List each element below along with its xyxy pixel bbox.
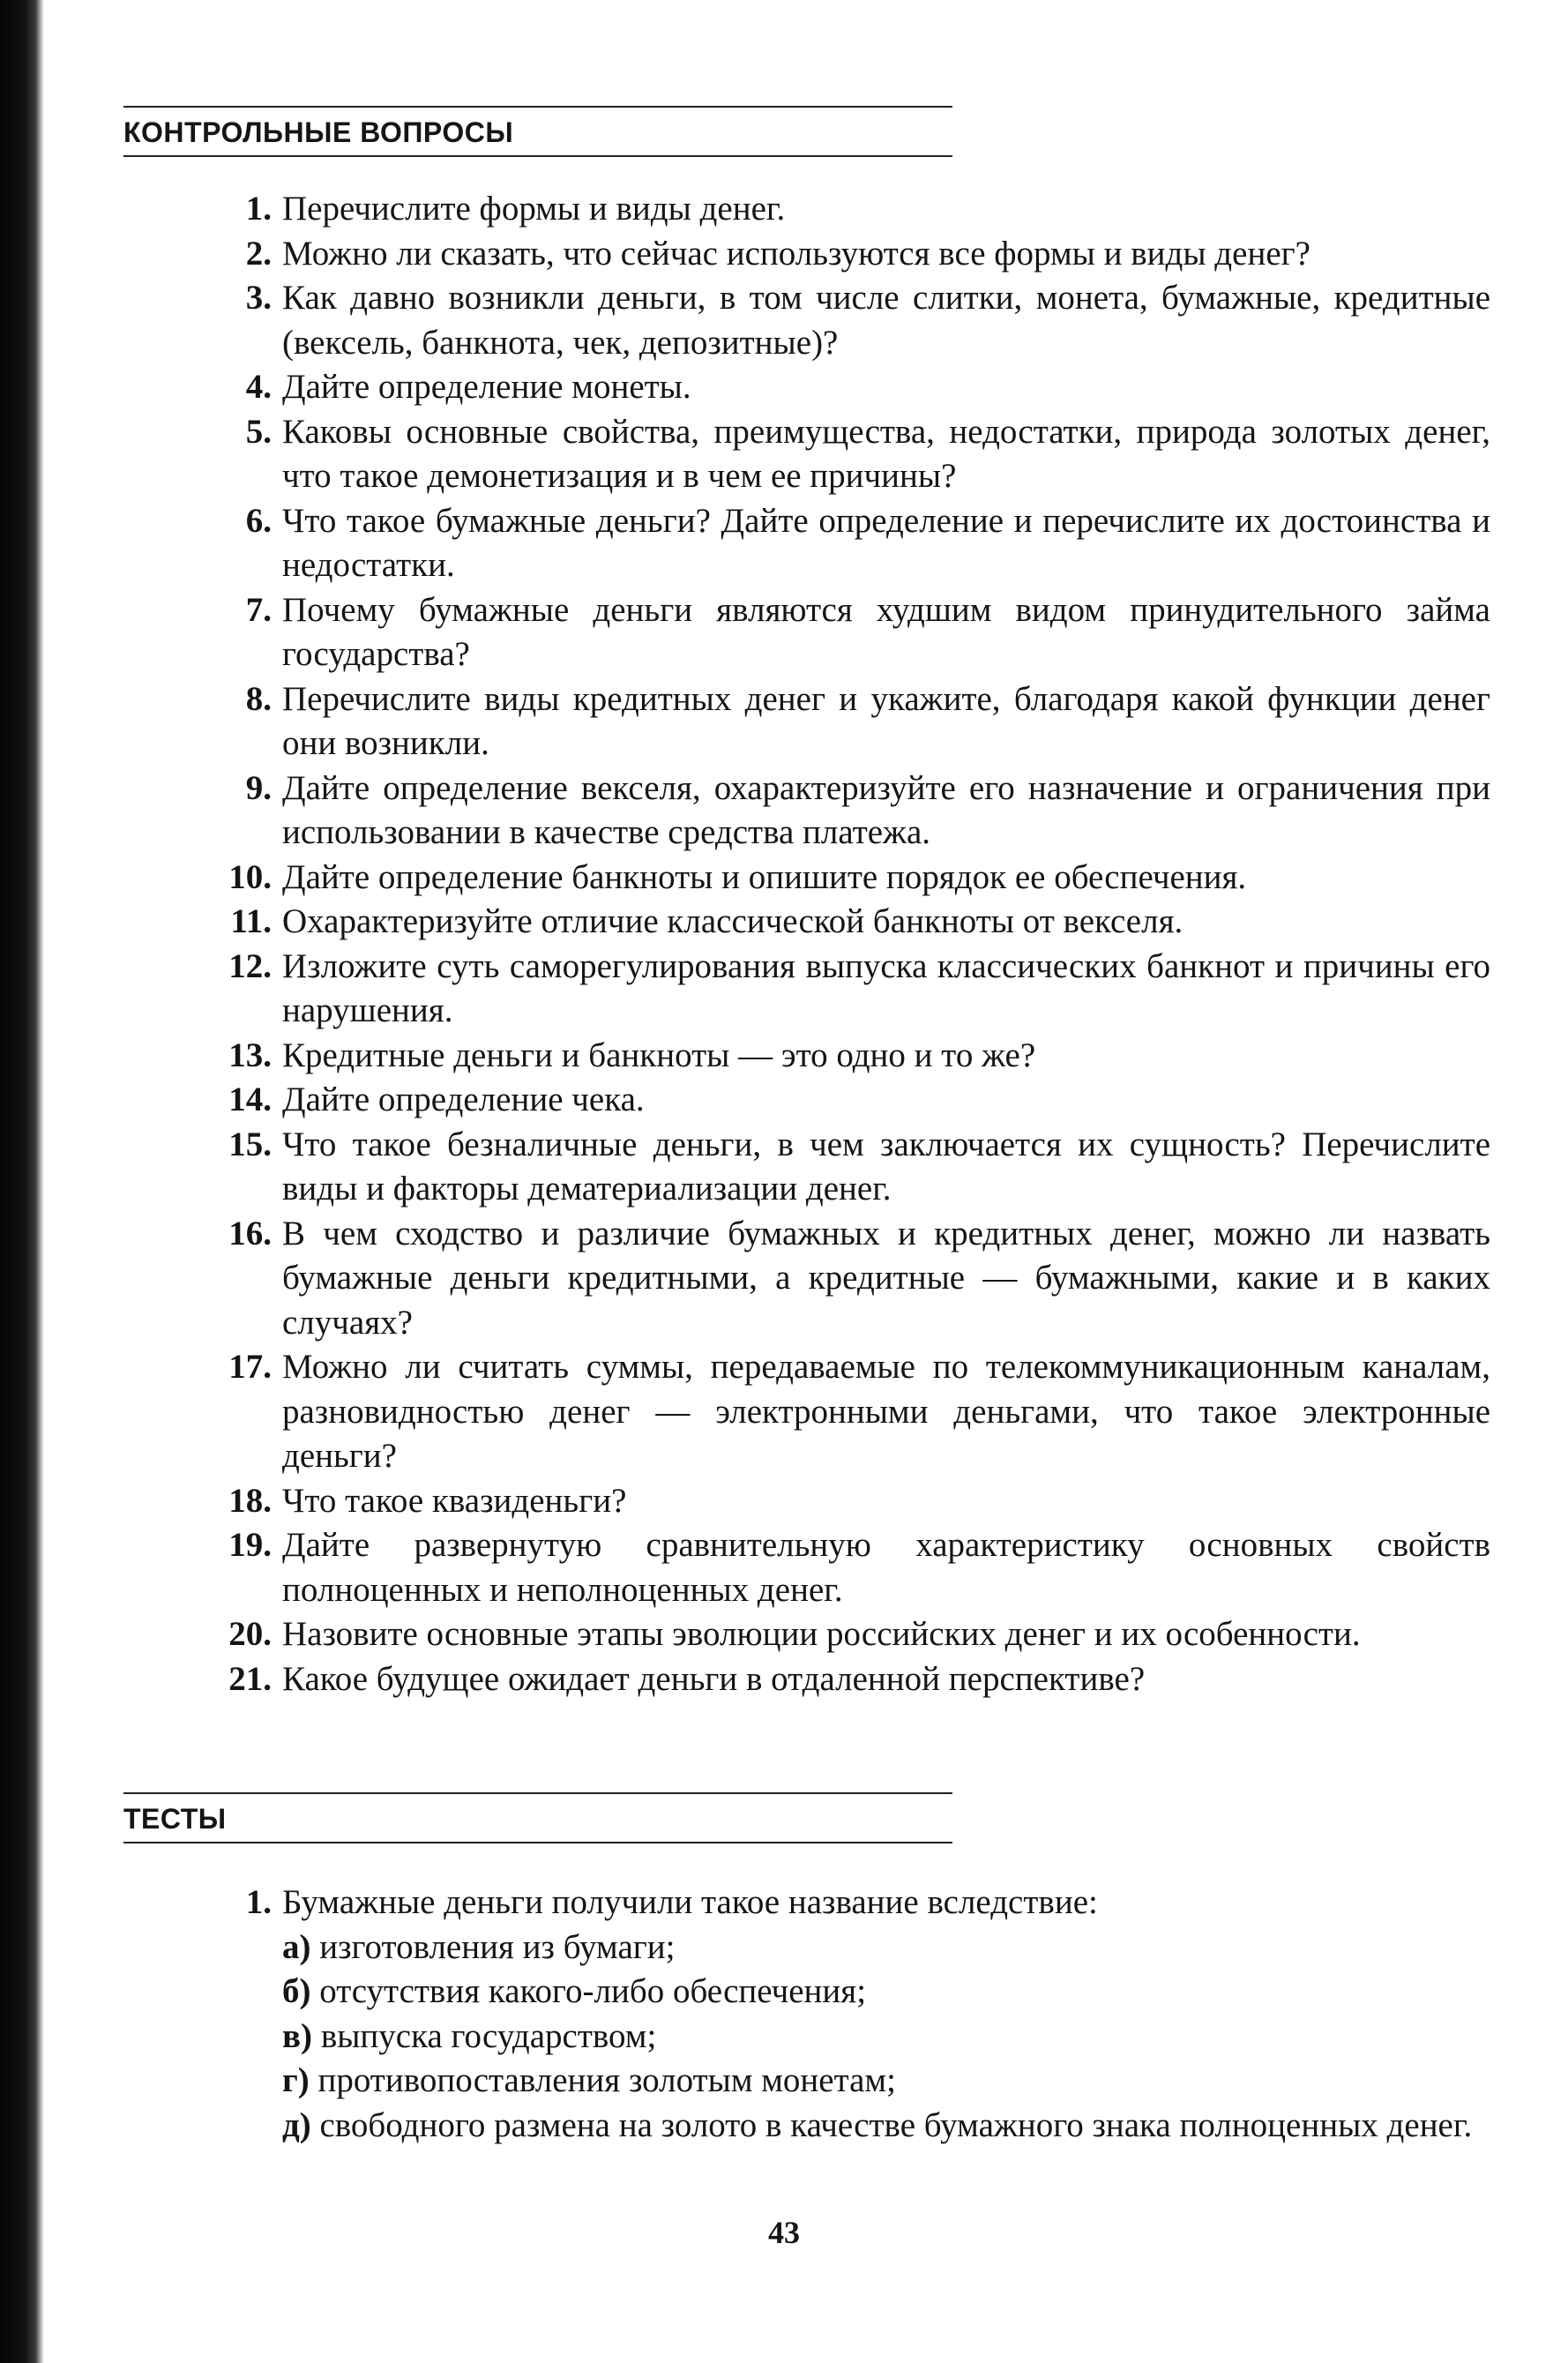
option-letter: в) [282,2016,313,2055]
question-item [203,1123,1490,1212]
test-option [282,1926,1490,1970]
option-letter: д) [282,2105,311,2144]
question-number: 1. [245,190,272,228]
tests-header [123,1792,952,1843]
option-letter: а) [282,1927,311,1966]
question-text: Каковы основные свойства, преимущества, недостатки, природа золотых денег, что такое демонетизация и в чем ее причины? [282,412,1490,495]
book-spine-shadow [0,0,44,2363]
option-text: выпуска государством; [320,2016,657,2055]
question-item [203,276,1490,365]
question-number: 11. [230,902,272,940]
option-text: отсутствия какого-либо обеспечения; [319,1972,867,2010]
question-number: 3. [245,279,272,317]
question-text: Как давно возникли деньги, в том числе слитки, монета, бумажные, кредитные (вексель, банкнота, чек, депозитные)? [282,279,1490,362]
question-text: Дайте развернутую сравнительную характеристику основных свойств полноценных и неполноценных денег. [282,1526,1490,1609]
tests-title: ТЕСТЫ [123,1803,227,1835]
question-item [203,1479,1490,1524]
option-letter: б) [282,1972,311,2010]
question-number: 17. [228,1348,272,1386]
question-item [203,1212,1490,1346]
control-questions-list [203,187,1490,1701]
control-questions-header [123,106,952,157]
question-item [203,1034,1490,1079]
question-item [203,1523,1490,1612]
test-question [203,1881,1490,1926]
question-text: Перечислите формы и виды денег. [282,190,786,228]
tests-list [203,1881,1490,2148]
question-text: Дайте определение векселя, охарактеризуйте его назначение и ограничения при использовании в качестве средства платежа. [282,768,1490,851]
question-text: Перечислите виды кредитных денег и укажите, благодаря какой функции денег они возникли. [282,679,1490,762]
control-questions-title: КОНТРОЛЬНЫЕ ВОПРОСЫ [123,116,514,148]
question-text: В чем сходство и различие бумажных и кредитных денег, можно ли назвать бумажные деньги кредитными, а кредитные — бумажными, какие и в каких случаях? [282,1214,1490,1342]
question-number: 5. [245,412,272,451]
question-number: 15. [228,1125,272,1163]
question-item [203,900,1490,945]
question-number: 12. [228,946,272,985]
question-text: Дайте определение чека. [282,1081,645,1118]
page-number: 43 [768,2215,800,2250]
question-text: Почему бумажные деньги являются худшим видом принудительного займа государства? [282,590,1490,673]
question-number: 20. [228,1615,272,1653]
question-item [203,766,1490,856]
question-number: 18. [228,1481,272,1520]
option-text: изготовления из бумаги; [319,1927,676,1966]
question-text: Можно ли сказать, что сейчас используются все формы и виды денег? [282,234,1310,273]
question-item [203,588,1490,677]
question-number: 10. [228,857,272,896]
header-bottom-rule [123,1842,952,1843]
question-text: Охарактеризуйте отличие классической банкноты от векселя. [282,902,1183,940]
question-number: 13. [228,1036,272,1074]
question-item [203,1657,1490,1702]
question-text: Кредитные деньги и банкноты — это одно и то же? [282,1036,1036,1074]
question-number: 8. [245,679,272,718]
option-text: противопоставления золотым монетам; [317,2061,896,2099]
test-question-number: 1. [245,1883,272,1921]
question-number: 4. [245,368,272,406]
question-number: 16. [228,1214,272,1253]
test-options [203,1926,1490,2149]
question-text: Что такое безналичные деньги, в чем заключается их сущность? Перечислите виды и факторы дематериализации денег. [282,1125,1490,1208]
question-text: Дайте определение банкноты и опишите порядок ее обеспечения. [282,857,1247,896]
test-option [282,1970,1490,2015]
question-number: 14. [228,1081,272,1118]
question-item [203,365,1490,410]
question-text: Дайте определение монеты. [282,368,691,406]
question-text: Можно ли считать суммы, передаваемые по телекоммуникационным каналам, разновидностью денег — электронными деньгами, что такое электронные деньги? [282,1348,1490,1475]
question-item [203,187,1490,232]
question-text: Изложите суть саморегулирования выпуска классических банкнот и причины его нарушения. [282,946,1490,1029]
test-option [282,2015,1490,2060]
question-text: Что такое квазиденьги? [282,1481,627,1520]
question-item [203,499,1490,588]
question-number: 6. [245,501,272,540]
question-number: 2. [245,234,272,273]
test-question-text: Бумажные деньги получили такое название вследствие: [282,1883,1098,1921]
question-item [203,856,1490,901]
question-item [203,1612,1490,1657]
option-text: свободного размена на золото в качестве бумажного знака полноценных денег. [319,2105,1473,2144]
question-item [203,945,1490,1034]
question-text: Какое будущее ожидает деньги в отдаленной перспективе? [282,1659,1146,1698]
test-option [282,2059,1490,2104]
question-number: 9. [245,768,272,807]
question-item [203,232,1490,277]
question-number: 21. [228,1659,272,1698]
question-number: 7. [245,590,272,629]
question-number: 19. [228,1526,272,1564]
question-item [203,677,1490,766]
test-option [282,2104,1490,2149]
question-text: Что такое бумажные деньги? Дайте определение и перечислите их достоинства и недостатки. [282,501,1490,584]
question-item [203,1078,1490,1123]
question-item [203,410,1490,499]
question-text: Назовите основные этапы эволюции российских денег и их особенности. [282,1615,1361,1653]
question-item [203,1345,1490,1479]
option-letter: г) [282,2061,310,2099]
header-bottom-rule [123,155,952,157]
